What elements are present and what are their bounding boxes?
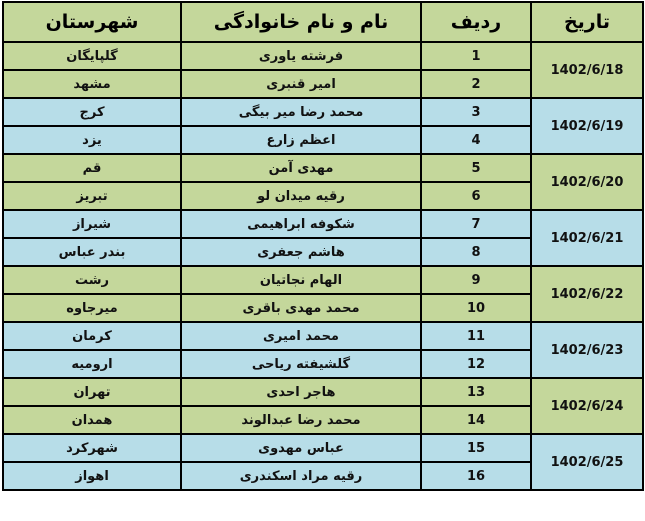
date-cell: 1402/6/18 [531,42,643,98]
row-number: 14 [421,406,531,434]
city: همدان [3,406,181,434]
row-number: 1 [421,42,531,70]
date-cell: 1402/6/23 [531,322,643,378]
city: ارومیه [3,350,181,378]
full-name: الهام نجاتیان [181,266,421,294]
city: کرمان [3,322,181,350]
table-row [3,434,643,462]
table-row [3,42,643,70]
table-row [3,322,643,350]
full-name: هاشم جعفری [181,238,421,266]
full-name: محمد امیری [181,322,421,350]
row-number: 9 [421,266,531,294]
city: شیراز [3,210,181,238]
full-name: شکوفه ابراهیمی [181,210,421,238]
city: تهران [3,378,181,406]
row-number: 2 [421,70,531,98]
date-cell: 1402/6/25 [531,434,643,490]
date-cell: 1402/6/21 [531,210,643,266]
date-cell: 1402/6/20 [531,154,643,210]
table-row [3,98,643,126]
row-number: 3 [421,98,531,126]
row-number: 10 [421,294,531,322]
table-row [3,154,643,182]
row-number: 7 [421,210,531,238]
header-row [3,2,643,42]
date-cell: 1402/6/24 [531,378,643,434]
date-cell: 1402/6/19 [531,98,643,154]
full-name: اعظم زارع [181,126,421,154]
full-name: محمد رضا عبدالوند [181,406,421,434]
header-date: تاریخ [531,2,643,42]
city: یزد [3,126,181,154]
city: بندر عباس [3,238,181,266]
full-name: محمد رضا میر بیگی [181,98,421,126]
date-cell: 1402/6/22 [531,266,643,322]
header-row-number: ردیف [421,2,531,42]
full-name: هاجر احدی [181,378,421,406]
city: اهواز [3,462,181,490]
row-number: 8 [421,238,531,266]
city: رشت [3,266,181,294]
row-number: 12 [421,350,531,378]
full-name: گلشیفته ریاحی [181,350,421,378]
row-number: 13 [421,378,531,406]
row-number: 5 [421,154,531,182]
city: مشهد [3,70,181,98]
full-name: عباس مهدوی [181,434,421,462]
row-number: 16 [421,462,531,490]
header-full-name: نام و نام خانوادگی [181,2,421,42]
full-name: محمد مهدی باقری [181,294,421,322]
city: میرجاوه [3,294,181,322]
city: قم [3,154,181,182]
full-name: امیر قنبری [181,70,421,98]
city: کرج [3,98,181,126]
table-row [3,266,643,294]
full-name: مهدی آمن [181,154,421,182]
row-number: 11 [421,322,531,350]
header-city: شهرستان [3,2,181,42]
full-name: فرشته یاوری [181,42,421,70]
city: گلپایگان [3,42,181,70]
full-name: رقیه میدان لو [181,182,421,210]
row-number: 6 [421,182,531,210]
city: شهرکرد [3,434,181,462]
table-row [3,378,643,406]
row-number: 15 [421,434,531,462]
full-name: رقیه مراد اسکندری [181,462,421,490]
city: تبریز [3,182,181,210]
schedule-table [2,1,644,491]
table-row [3,210,643,238]
row-number: 4 [421,126,531,154]
